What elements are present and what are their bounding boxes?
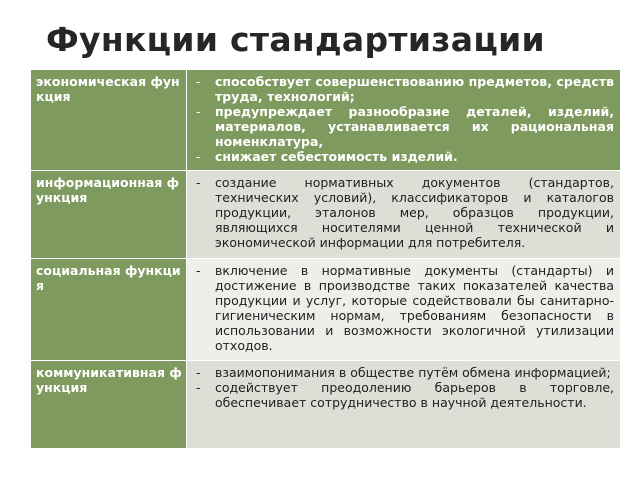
function-name: экономическая функция bbox=[31, 70, 187, 170]
list-item: - предупреждает разнообразие деталей, изделий, материалов, устанавливается их рациональная номенклатура, bbox=[195, 104, 614, 149]
description-list bbox=[195, 175, 614, 250]
description-list bbox=[195, 263, 614, 353]
function-name: коммуникативная функция bbox=[31, 360, 187, 448]
slide-title: Функции стандартизации bbox=[46, 20, 545, 59]
function-description bbox=[187, 258, 621, 360]
list-item: - содействует преодолению барьеров в торговле, обеспечивает сотрудничество в научной деятельности. bbox=[195, 380, 614, 410]
list-item: - способствует совершенствованию предметов, средств труда, технологий; bbox=[195, 74, 614, 104]
list-item: - снижает себестоимость изделий. bbox=[195, 149, 614, 164]
table-row-social bbox=[31, 258, 620, 360]
list-item: - создание нормативных документов (стандартов, технических условий), классификаторов и каталогов продукции, эталонов мер, образцов продукции, являющихся носителями ценной технической и экономической информации для потребителя. bbox=[195, 175, 614, 250]
function-name: социальная функция bbox=[31, 258, 187, 360]
list-item: - включение в нормативные документы (стандарты) и достижение в производстве таких показателей качества продукции и услуг, которые содействовали бы санитарно-гигиеническим нормам, требованиям безопасности в использовании и возможности экологичной утилизации отходов. bbox=[195, 263, 614, 353]
table-row-economic bbox=[31, 70, 620, 170]
list-item: - взаимопонимания в обществе путём обмена информацией; bbox=[195, 365, 614, 380]
function-description bbox=[187, 70, 621, 170]
table-row-communicative bbox=[31, 360, 620, 448]
function-name: информационная функция bbox=[31, 170, 187, 258]
table-row-informational bbox=[31, 170, 620, 258]
description-list bbox=[195, 74, 614, 164]
functions-table bbox=[31, 70, 620, 449]
function-description bbox=[187, 360, 621, 448]
description-list bbox=[195, 365, 614, 410]
function-description bbox=[187, 170, 621, 258]
